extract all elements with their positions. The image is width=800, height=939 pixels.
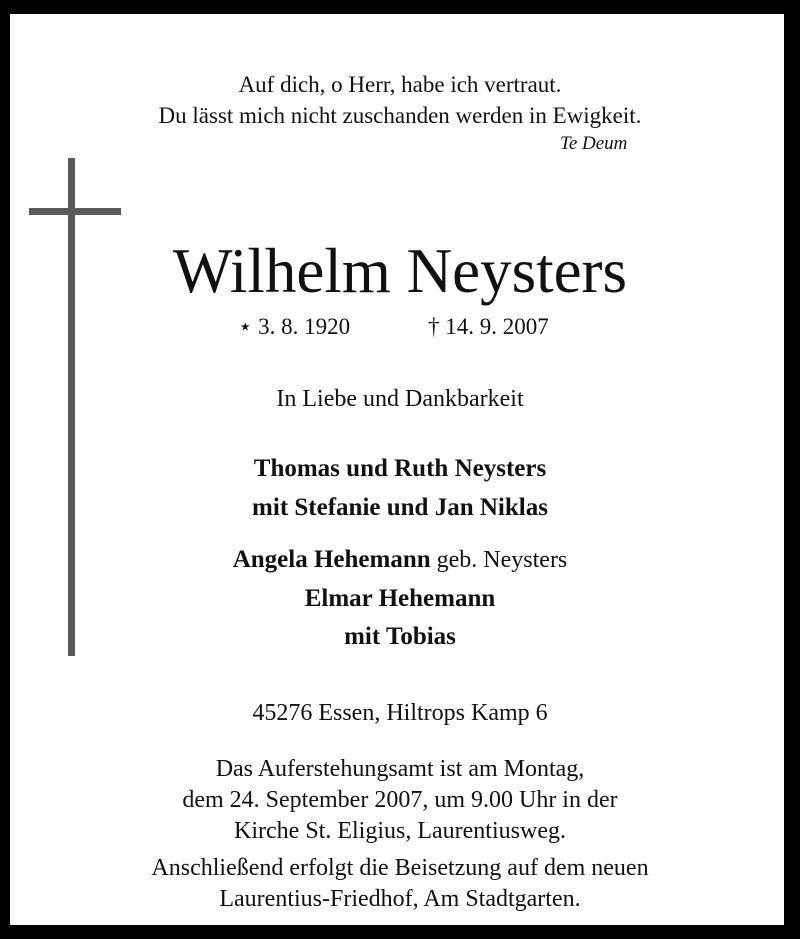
service-line-2: dem 24. September 2007, um 9.00 Uhr in der [182, 787, 618, 813]
death-date: † 14. 9. 2007 [428, 314, 549, 339]
burial-line-2: Laurentius-Friedhof, Am Stadtgarten. [219, 886, 581, 912]
service-line-3: Kirche St. Eligius, Laurentiusweg. [234, 818, 566, 844]
quote-line-1: Auf dich, o Herr, habe ich vertraut. [238, 72, 562, 97]
mourner-family-2-line-1 [0, 546, 800, 574]
quote-source: Te Deum [560, 133, 628, 154]
cross-icon-bar [29, 208, 121, 215]
birth-date: ⋆ 3. 8. 1920 [238, 314, 351, 339]
quote-line-2: Du lässt mich nicht zuschanden werden in Ewigkeit. [158, 103, 642, 128]
mourner-angela-name: Angela Hehemann [232, 546, 431, 573]
dedication: In Liebe und Dankbarkeit [276, 386, 524, 412]
mourner-family-2-line-3: mit Tobias [344, 623, 456, 650]
burial-line-1: Anschließend erfolgt die Beisetzung auf dem neuen [151, 855, 649, 881]
mourner-family-2-line-2: Elmar Hehemann [304, 585, 496, 612]
deceased-name: Wilhelm Neysters [172, 236, 628, 306]
address: 45276 Essen, Hiltrops Kamp 6 [252, 700, 548, 726]
service-line-1: Das Auferstehungsamt ist am Montag, [215, 756, 585, 782]
mourner-angela-birth-name: geb. Neysters [430, 547, 568, 573]
mourner-family-1-line-2: mit Stefanie und Jan Niklas [252, 494, 548, 521]
mourner-family-1-line-1: Thomas und Ruth Neysters [253, 455, 547, 482]
